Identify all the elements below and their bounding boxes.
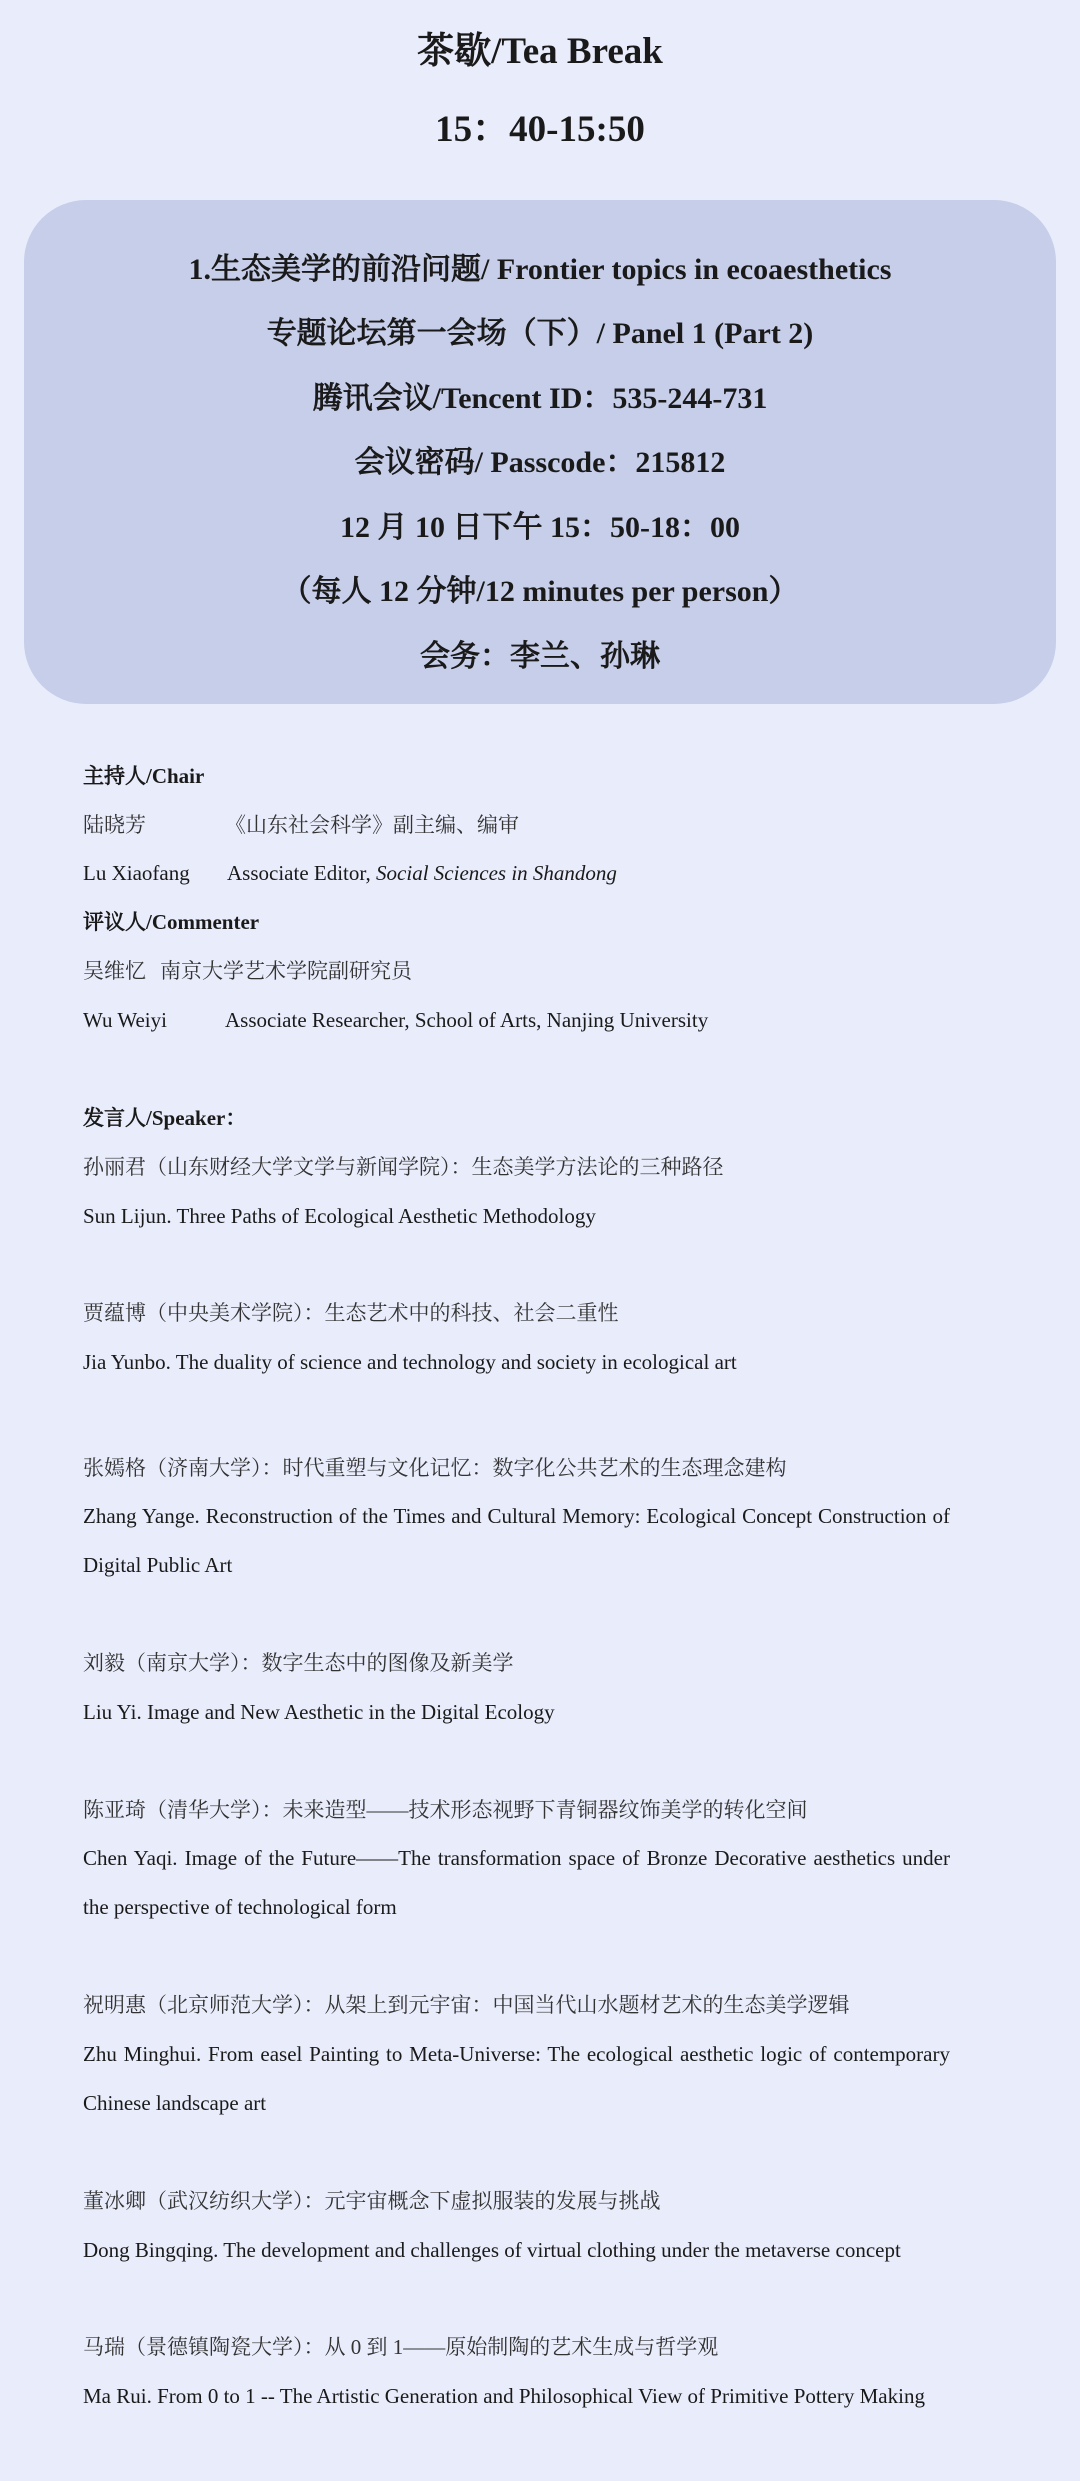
speaker-1-zh: 孙丽君（山东财经大学文学与新闻学院）：生态美学方法论的三种路径 <box>83 1155 724 1179</box>
panel-tencent-id: 腾讯会议/Tencent ID：535-244-731 <box>312 382 768 415</box>
tea-break-title: 茶歇/Tea Break <box>417 31 663 72</box>
panel-datetime: 12 月 10 日下午 15：50-18：00 <box>340 511 740 544</box>
panel-duration: （每人 12 分钟/12 minutes per person） <box>281 575 799 608</box>
chair-row-en <box>83 856 950 890</box>
panel-passcode: 会议密码/ Passcode：215812 <box>354 446 726 479</box>
commenter-heading: 评议人/Commenter <box>83 910 260 934</box>
speaker-2-zh: 贾蕴博（中央美术学院）：生态艺术中的科技、社会二重性 <box>83 1301 619 1325</box>
speaker-7-zh: 董冰卿（武汉纺织大学）：元宇宙概念下虚拟服装的发展与挑战 <box>83 2189 661 2213</box>
speaker-6-en: Zhu Minghui. From easel Painting to Meta-Universe: The ecological aesthetic logic of contemporary Chinese landscape art <box>83 2042 950 2115</box>
panel-session: 专题论坛第一会场（下）/ Panel 1 (Part 2) <box>266 317 814 350</box>
chair-heading: 主持人/Chair <box>83 764 205 788</box>
panel-info-box <box>24 200 1056 704</box>
chair-name-zh: 陆晓芳 <box>83 813 146 837</box>
commenter-row-zh <box>83 954 950 988</box>
commenter-name-zh: 吴维忆 <box>83 959 146 983</box>
panel-topic: 1.生态美学的前沿问题/ Frontier topics in ecoaesthetics <box>188 253 892 286</box>
speaker-3-zh: 张嫣格（济南大学）：时代重塑与文化记忆：数字化公共艺术的生态理念建构 <box>83 1456 787 1480</box>
speaker-5-zh: 陈亚琦（清华大学）：未来造型——技术形态视野下青铜器纹饰美学的转化空间 <box>83 1798 808 1822</box>
speaker-4-zh: 刘毅（南京大学）：数字生态中的图像及新美学 <box>83 1651 514 1675</box>
speakers-heading: 发言人/Speaker： <box>83 1106 247 1130</box>
speaker-3-en: Zhang Yange. Reconstruction of the Times and Cultural Memory: Ecological Concept Construction of Digital Public Art <box>83 1504 950 1577</box>
chair-title-en-prefix: Associate Editor, <box>227 861 377 885</box>
chair-row-zh <box>83 808 950 842</box>
speaker-7-en: Dong Bingqing. The development and challenges of virtual clothing under the metaverse concept <box>83 2238 901 2262</box>
commenter-name-en: Wu Weiyi <box>83 1008 167 1032</box>
speaker-2-en: Jia Yunbo. The duality of science and technology and society in ecological art <box>83 1350 737 1374</box>
chair-title-zh: 《山东社会科学》副主编、编审 <box>225 813 519 837</box>
speaker-8-zh: 马瑞（景德镇陶瓷大学）：从 0 到 1——原始制陶的艺术生成与哲学观 <box>83 2335 719 2359</box>
speaker-4-en: Liu Yi. Image and New Aesthetic in the Digital Ecology <box>83 1700 555 1724</box>
speaker-1-en: Sun Lijun. Three Paths of Ecological Aesthetic Methodology <box>83 1204 596 1228</box>
chair-title-en <box>227 856 617 890</box>
commenter-title-en: Associate Researcher, School of Arts, Nanjing University <box>225 1008 709 1032</box>
commenter-title-zh: 南京大学艺术学院副研究员 <box>160 959 412 983</box>
speaker-6-zh: 祝明惠（北京师范大学）：从架上到元宇宙：中国当代山水题材艺术的生态美学逻辑 <box>83 1993 850 2017</box>
chair-journal-name: Social Sciences in Shandong <box>376 861 617 885</box>
panel-staff: 会务：李兰、孙琳 <box>420 640 660 673</box>
speaker-5-en: Chen Yaqi. Image of the Future——The transformation space of Bronze Decorative aesthetics under the perspective of technological form <box>83 1846 950 1919</box>
commenter-row-en <box>83 1003 950 1037</box>
tea-break-time: 15：40-15:50 <box>435 109 645 150</box>
chair-name-en: Lu Xiaofang <box>83 861 190 885</box>
speaker-8-en: Ma Rui. From 0 to 1 -- The Artistic Generation and Philosophical View of Primitive Pottery Making <box>83 2384 925 2408</box>
